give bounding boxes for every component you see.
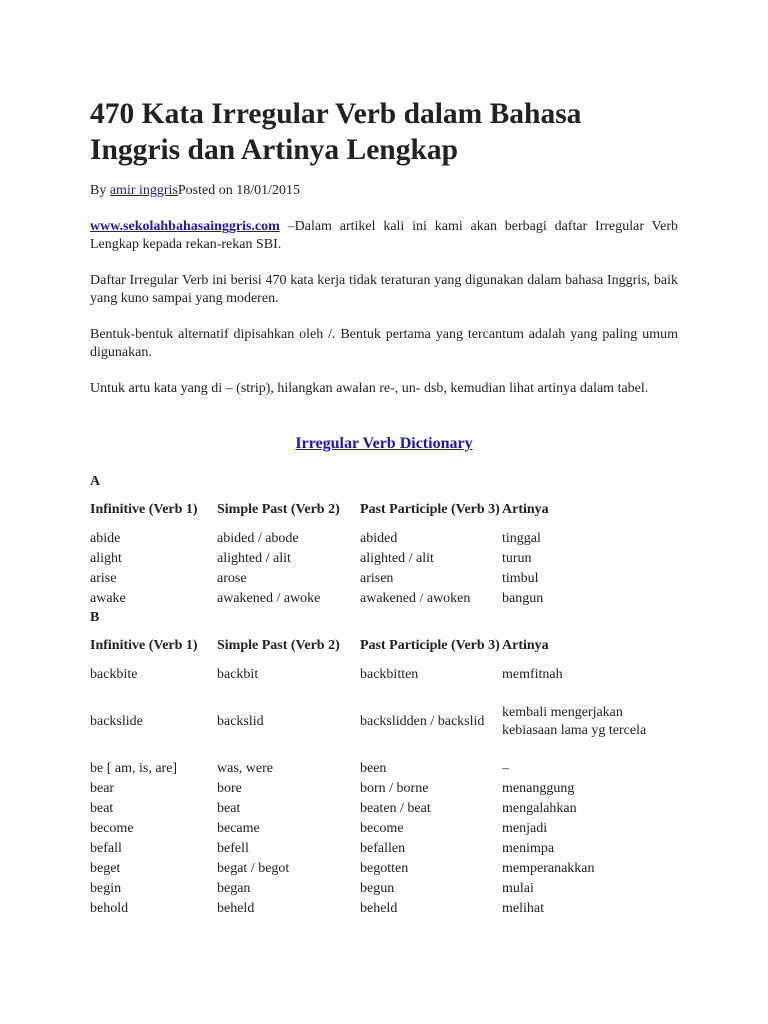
description-paragraph: Daftar Irregular Verb ini berisi 470 kata kerja tidak teraturan yang digunakan dalam bahasa Inggris, baik yang kuno sampai yang moderen. [90, 273, 678, 306]
strip-note-paragraph: Untuk artu kata yang di – (strip), hilangkan awalan re-, un- dsb, kemudian lihat artinya dalam tabel. [90, 381, 649, 396]
cell-meaning: menimpa [502, 841, 555, 856]
cell-past-participle: begotten [360, 861, 409, 876]
cell-infinitive: bear [90, 781, 115, 796]
cell-simple-past: became [217, 821, 260, 836]
intro-text: –Dalam artikel kali ini kami akan berbagi daftar Irregular Verb Lengkap kepada rekan-rekan SBI. [90, 219, 678, 252]
cell-simple-past: began [217, 881, 251, 896]
cell-past-participle: beheld [360, 901, 398, 916]
cell-meaning: menanggung [502, 781, 575, 796]
cell-simple-past: arose [217, 571, 247, 586]
cell-meaning: bangun [502, 591, 544, 606]
cell-simple-past: beheld [217, 901, 255, 916]
cell-meaning: kembali mengerjakan kebiasaan lama yg tercela [502, 705, 647, 738]
cell-meaning: mulai [502, 881, 534, 896]
verb-table-b [90, 627, 678, 919]
table-row [90, 879, 678, 899]
table-row [90, 839, 678, 859]
cell-simple-past: beat [217, 801, 241, 816]
table-row [90, 819, 678, 839]
article-title: 470 Kata Irregular Verb dalam Bahasa Inggris dan Artinya Lengkap [90, 98, 582, 166]
cell-meaning: timbul [502, 571, 539, 586]
table-header-row [90, 491, 678, 529]
table-row [90, 549, 678, 569]
posted-date: Posted on 18/01/2015 [177, 183, 301, 198]
cell-past-participle: befallen [360, 841, 406, 856]
cell-meaning: memfitnah [502, 667, 563, 682]
header-infinitive: Infinitive (Verb 1) [90, 638, 198, 653]
cell-infinitive: alight [90, 551, 122, 566]
table-row [90, 899, 678, 919]
header-artinya: Artinya [502, 502, 549, 517]
cell-past-participle: arisen [360, 571, 394, 586]
cell-infinitive: backslide [90, 714, 143, 729]
table-row [90, 589, 678, 609]
cell-past-participle: alighted / alit [360, 551, 434, 566]
cell-simple-past: alighted / alit [217, 551, 291, 566]
table-row [90, 685, 678, 759]
cell-infinitive: abide [90, 531, 121, 546]
cell-infinitive: behold [90, 901, 129, 916]
table-row [90, 799, 678, 819]
cell-simple-past: bore [217, 781, 242, 796]
cell-infinitive: become [90, 821, 134, 836]
cell-past-participle: become [360, 821, 404, 836]
cell-past-participle: begun [360, 881, 395, 896]
cell-meaning: tinggal [502, 531, 541, 546]
cell-past-participle: born / borne [360, 781, 429, 796]
cell-infinitive: backbite [90, 667, 138, 682]
byline [90, 182, 300, 200]
table-row [90, 859, 678, 879]
cell-infinitive: begin [90, 881, 122, 896]
cell-infinitive: arise [90, 571, 117, 586]
cell-simple-past: was, were [217, 761, 273, 776]
dictionary-heading [90, 434, 678, 454]
section-letter-b: B [90, 610, 100, 625]
cell-past-participle: backbitten [360, 667, 419, 682]
cell-past-participle: awakened / awoken [360, 591, 471, 606]
table-header-row [90, 627, 678, 665]
cell-past-participle: beaten / beat [360, 801, 431, 816]
header-past-participle: Past Participle (Verb 3) [360, 502, 500, 517]
cell-infinitive: befall [90, 841, 122, 856]
cell-simple-past: backslid [217, 714, 264, 729]
cell-infinitive: awake [90, 591, 126, 606]
cell-past-participle: abided [360, 531, 398, 546]
header-simple-past: Simple Past (Verb 2) [217, 638, 340, 653]
site-link[interactable]: www.sekolahbahasainggris.com [90, 219, 280, 234]
cell-meaning: – [502, 761, 509, 776]
byline-prefix: By [90, 183, 110, 198]
cell-simple-past: befell [217, 841, 249, 856]
header-infinitive: Infinitive (Verb 1) [90, 502, 198, 517]
cell-meaning: menjadi [502, 821, 548, 836]
table-row [90, 779, 678, 799]
cell-simple-past: backbit [217, 667, 259, 682]
cell-infinitive: beget [90, 861, 121, 876]
cell-simple-past: abided / abode [217, 531, 299, 546]
verb-table-a [90, 491, 678, 609]
intro-paragraph [90, 218, 678, 254]
table-row [90, 529, 678, 549]
table-row [90, 569, 678, 589]
cell-simple-past: awakened / awoke [217, 591, 321, 606]
cell-infinitive: be [ am, is, are] [90, 761, 178, 776]
cell-meaning: melihat [502, 901, 544, 916]
author-link[interactable]: amir inggris [109, 183, 178, 198]
header-simple-past: Simple Past (Verb 2) [217, 502, 340, 517]
cell-infinitive: beat [90, 801, 114, 816]
header-past-participle: Past Participle (Verb 3) [360, 638, 500, 653]
section-letter-a: A [90, 474, 101, 489]
cell-meaning: memperanakkan [502, 861, 595, 876]
table-row [90, 665, 678, 685]
cell-past-participle: backslidden / backslid [360, 714, 485, 729]
cell-meaning: turun [502, 551, 532, 566]
cell-meaning: mengalahkan [502, 801, 577, 816]
header-artinya: Artinya [502, 638, 549, 653]
dictionary-link[interactable]: Irregular Verb Dictionary [295, 435, 473, 452]
table-row [90, 759, 678, 779]
cell-simple-past: begat / begot [217, 861, 290, 876]
cell-past-participle: been [360, 761, 387, 776]
alternatives-paragraph: Bentuk-bentuk alternatif dipisahkan oleh /. Bentuk pertama yang tercantum adalah yang paling umum digunakan. [90, 327, 678, 360]
